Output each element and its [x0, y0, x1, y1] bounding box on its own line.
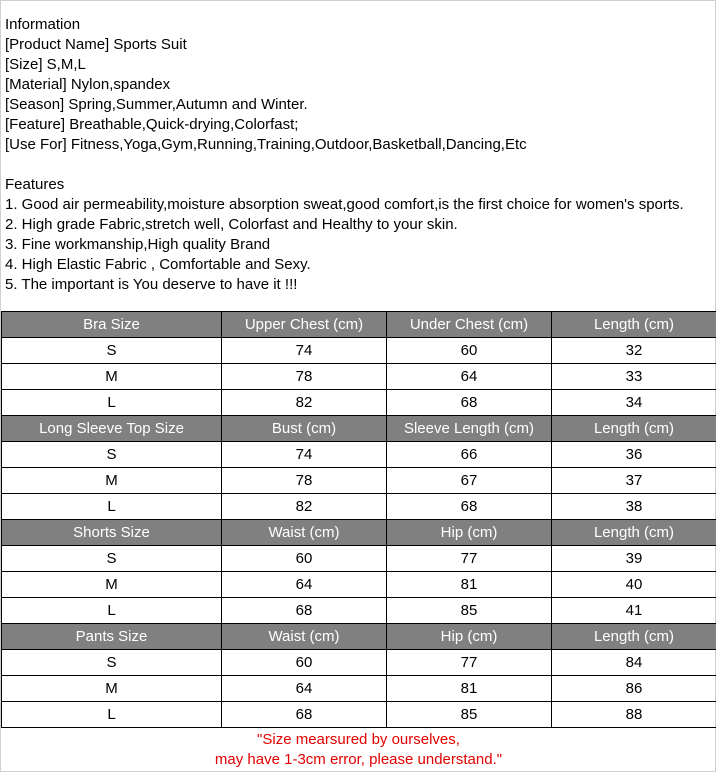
table-row — [2, 390, 716, 416]
table-cell: 40 — [552, 572, 716, 598]
table-row — [2, 598, 716, 624]
table-row — [2, 468, 716, 494]
table-cell: S — [2, 442, 222, 468]
table-cell: S — [2, 546, 222, 572]
column-header: Long Sleeve Top Size — [2, 416, 222, 442]
column-header: Length (cm) — [552, 312, 716, 338]
column-header: Pants Size — [2, 624, 222, 650]
column-header: Hip (cm) — [387, 520, 552, 546]
table-cell: 74 — [222, 442, 387, 468]
table-cell: 67 — [387, 468, 552, 494]
table-cell: 33 — [552, 364, 716, 390]
table-cell: 85 — [387, 598, 552, 624]
table-row — [2, 494, 716, 520]
table-row — [2, 676, 716, 702]
measurement-note — [1, 727, 716, 773]
table-cell: 66 — [387, 442, 552, 468]
table-row — [2, 572, 716, 598]
column-header: Length (cm) — [552, 416, 716, 442]
table-cell: L — [2, 494, 222, 520]
column-header: Hip (cm) — [387, 624, 552, 650]
table-cell: M — [2, 676, 222, 702]
table-cell: L — [2, 702, 222, 728]
table-cell: M — [2, 468, 222, 494]
table-row — [2, 442, 716, 468]
column-header: Waist (cm) — [222, 624, 387, 650]
table-cell: 82 — [222, 390, 387, 416]
table-row — [2, 546, 716, 572]
table-row — [2, 702, 716, 728]
note-line-2: may have 1-3cm error, please understand." — [1, 750, 716, 770]
table-cell: 88 — [552, 702, 716, 728]
info-line-product-name: [Product Name] Sports Suit — [5, 35, 715, 55]
table-cell: 36 — [552, 442, 716, 468]
column-header: Bra Size — [2, 312, 222, 338]
size-chart-body — [2, 312, 716, 728]
info-line-size: [Size] S,M,L — [5, 55, 715, 75]
column-header: Bust (cm) — [222, 416, 387, 442]
table-cell: 60 — [222, 546, 387, 572]
table-cell: 41 — [552, 598, 716, 624]
table-cell: 60 — [222, 650, 387, 676]
shorts-header-row — [2, 520, 716, 546]
table-cell: 81 — [387, 676, 552, 702]
table-cell: M — [2, 572, 222, 598]
table-cell: 68 — [387, 390, 552, 416]
pants-header-row — [2, 624, 716, 650]
column-header: Sleeve Length (cm) — [387, 416, 552, 442]
table-cell: S — [2, 650, 222, 676]
features-heading: Features — [5, 175, 715, 195]
info-line-material: [Material] Nylon,spandex — [5, 75, 715, 95]
table-cell: 77 — [387, 650, 552, 676]
column-header: Shorts Size — [2, 520, 222, 546]
table-cell: 37 — [552, 468, 716, 494]
table-cell: 34 — [552, 390, 716, 416]
section-gap — [5, 155, 715, 175]
table-row — [2, 650, 716, 676]
note-line-1: "Size mearsured by ourselves, — [1, 730, 716, 750]
table-cell: 68 — [387, 494, 552, 520]
column-header: Under Chest (cm) — [387, 312, 552, 338]
feature-item-2: 2. High grade Fabric,stretch well, Colorfast and Healthy to your skin. — [5, 215, 715, 235]
column-header: Waist (cm) — [222, 520, 387, 546]
table-cell: L — [2, 390, 222, 416]
table-cell: 74 — [222, 338, 387, 364]
table-cell: 64 — [387, 364, 552, 390]
table-cell: 64 — [222, 572, 387, 598]
table-cell: 60 — [387, 338, 552, 364]
info-line-feature: [Feature] Breathable,Quick-drying,Colorfast; — [5, 115, 715, 135]
info-heading: Information — [5, 15, 715, 35]
feature-item-3: 3. Fine workmanship,High quality Brand — [5, 235, 715, 255]
table-cell: 64 — [222, 676, 387, 702]
info-line-season: [Season] Spring,Summer,Autumn and Winter. — [5, 95, 715, 115]
table-cell: 85 — [387, 702, 552, 728]
table-cell: 68 — [222, 598, 387, 624]
column-header: Length (cm) — [552, 624, 716, 650]
table-cell: 77 — [387, 546, 552, 572]
bra-header-row — [2, 312, 716, 338]
size-chart-table — [1, 311, 716, 728]
table-cell: 86 — [552, 676, 716, 702]
column-header: Length (cm) — [552, 520, 716, 546]
table-cell: 78 — [222, 468, 387, 494]
table-row — [2, 338, 716, 364]
table-cell: S — [2, 338, 222, 364]
feature-item-5: 5. The important is You deserve to have it !!! — [5, 275, 715, 295]
info-line-use-for: [Use For] Fitness,Yoga,Gym,Running,Training,Outdoor,Basketball,Dancing,Etc — [5, 135, 715, 155]
table-cell: 38 — [552, 494, 716, 520]
long-sleeve-top-header-row — [2, 416, 716, 442]
info-section — [1, 1, 715, 295]
table-cell: 78 — [222, 364, 387, 390]
table-cell: L — [2, 598, 222, 624]
table-cell: 68 — [222, 702, 387, 728]
column-header: Upper Chest (cm) — [222, 312, 387, 338]
table-row — [2, 364, 716, 390]
feature-item-1: 1. Good air permeability,moisture absorption sweat,good comfort,is the first choice for women's sports. — [5, 195, 715, 215]
table-cell: 84 — [552, 650, 716, 676]
feature-item-4: 4. High Elastic Fabric , Comfortable and Sexy. — [5, 255, 715, 275]
table-cell: 82 — [222, 494, 387, 520]
table-cell: 32 — [552, 338, 716, 364]
table-cell: M — [2, 364, 222, 390]
table-cell: 81 — [387, 572, 552, 598]
table-cell: 39 — [552, 546, 716, 572]
